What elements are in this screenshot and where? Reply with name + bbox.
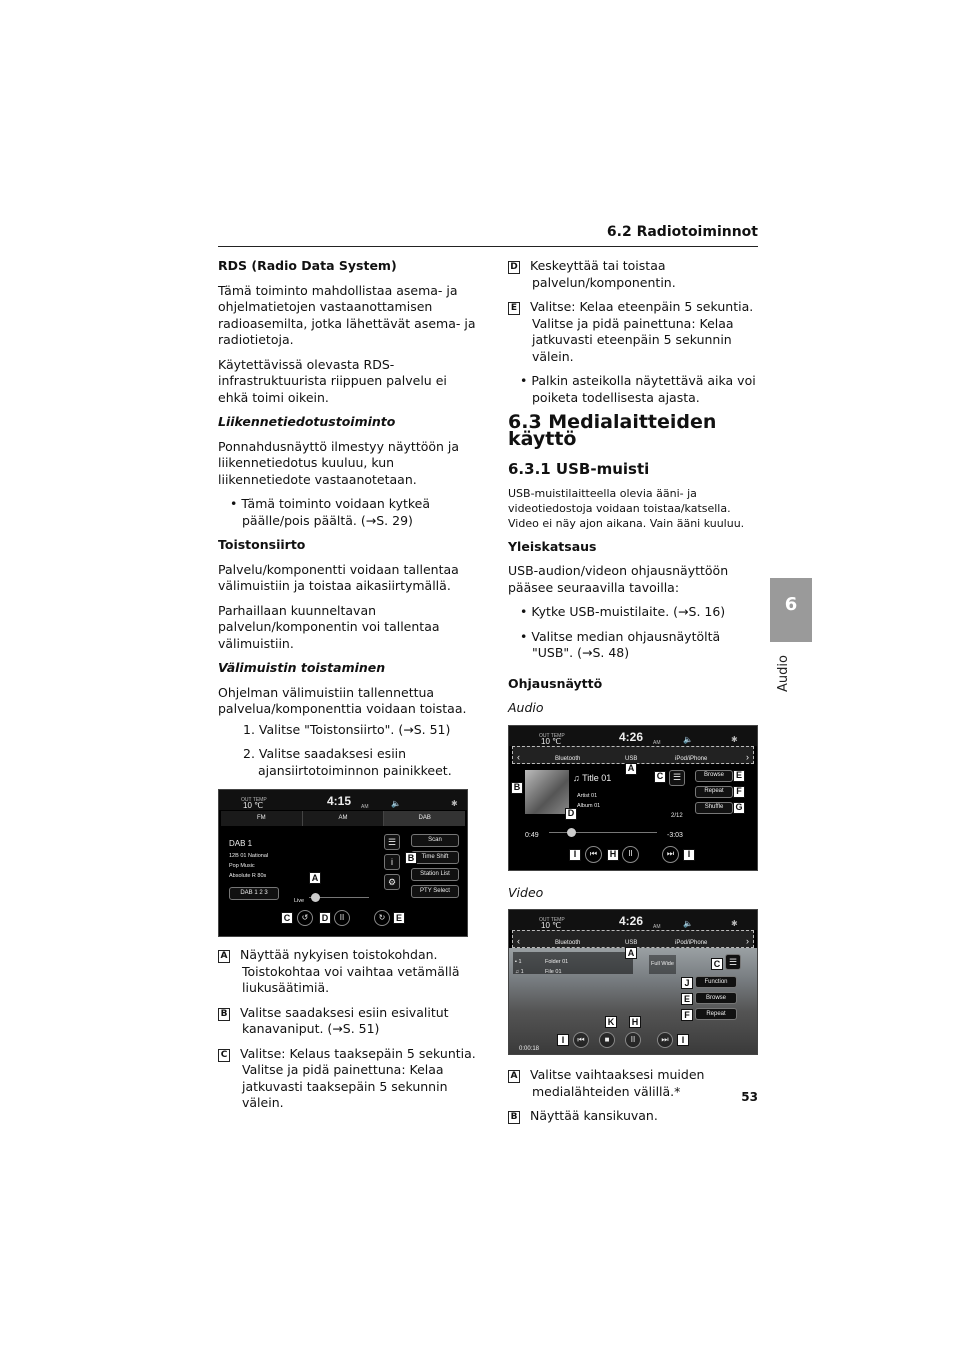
bullet-connect: • Kytke USB-muistilaite. (→S. 16) [520,604,726,619]
stop-button[interactable] [599,1032,615,1048]
item-b-cover: B Näyttää kansikuvan. [508,1108,760,1125]
folder-number: ▪ 1 [515,959,522,965]
rds-title: RDS (Radio Data System) [218,258,397,273]
volume-icon: 🔈 [391,799,401,808]
callout-e: E [733,770,745,782]
status-bar: OUT TEMP 10 ℃ 4:15 AM 🔈 ✱ [219,790,467,810]
forward-icon: ↻ [378,912,386,922]
rds-paragraph: Tämä toiminto mahdollistaa asema- ja ohjelmatietojen vastaanottamisen radioasemilta, jotka lähettävät asema- ja radiotietoja. [218,282,476,347]
chevron-right-icon[interactable]: › [746,936,749,946]
source-bar [512,746,754,764]
callout-b: B [405,852,417,864]
previous-button[interactable] [573,1032,589,1048]
repeat-button[interactable]: Repeat [695,786,733,798]
source-bluetooth[interactable]: Bluetooth [555,755,581,762]
item-c: C Valitse: Kelaus taaksepäin 5 sekuntia. Valitse ja pidä painettuna: Kelaa jatkuvasti taaksepäin 5 sekunnin välein. [218,1046,478,1112]
full-wide-label[interactable]: Full Wide [649,955,676,974]
item-b: B Valitse saadaksesi esiin esivalitut kanavaniput. (→S. 51) [218,1005,478,1038]
timeshift-paragraph-2: Parhaillaan kuunneltavan palvelun/komponentin voi tallentaa välimuistiin. [218,602,440,651]
video-label: Video [508,884,544,900]
cache-paragraph: Ohjelman välimuistiin tallennettua palvelua/komponenttia voidaan toistaa. [218,684,467,716]
live-label: Live [294,898,305,904]
volume-icon: 🔈 [683,919,693,928]
source-bar [512,930,754,948]
skip-back-icon: ⏮ [577,1034,585,1044]
station-line-3: Absolute R 80s [229,873,267,879]
file-name: File 01 [545,969,562,975]
chapter-label: Audio [776,655,791,692]
callout-f: F [733,786,745,798]
equalizer-button[interactable] [384,834,400,850]
previous-button[interactable] [585,846,602,863]
file-info-panel [513,952,633,974]
remaining-time: -3:03 [667,831,683,839]
pause-button[interactable] [625,1032,641,1048]
right-column [508,258,760,1133]
preset-button[interactable]: DAB 1 2 3 [229,887,279,900]
section-header: 6.2 Radiotoiminnot [218,224,758,247]
callout-c: C [654,771,666,783]
browse-button[interactable]: Browse [695,770,733,782]
equalizer-button[interactable] [669,770,685,786]
stop-icon: ■ [604,1034,610,1044]
overview-title: Yleiskatsaus [508,538,597,554]
usb-audio-screen [508,725,758,871]
skip-forward-icon: ⏭ [661,1034,669,1044]
traffic-title: Liikennetiedotustoiminto [218,414,396,429]
clock: 4:26 [619,729,644,744]
pause-icon: II [339,912,345,922]
source-ipod[interactable]: iPod/iPhone [675,940,708,946]
callout-f: F [681,1009,693,1021]
timeshift-title: Toistonsiirto [218,537,306,552]
bluetooth-icon: ✱ [731,919,738,928]
usb-intro: USB-muistilaitteella olevia ääni- ja videotiedostoja voidaan toistaa/katsella. Video ei näy ajon aikana. Vain ääni kuuluu. [508,486,745,530]
scan-button[interactable]: Scan [411,834,459,847]
callout-c: C [281,912,293,924]
chevron-left-icon[interactable]: ‹ [517,751,520,762]
chevron-left-icon[interactable]: ‹ [517,936,520,946]
info-button[interactable] [384,854,400,870]
audio-label: Audio [508,700,544,715]
pause-button[interactable] [622,846,639,863]
callout-i-2: I [683,849,695,861]
dab-screen [218,789,468,937]
gear-icon: ⚙ [387,876,397,887]
skip-back-icon: ⏮ [589,848,598,858]
station-list-button[interactable]: Station List [411,868,459,881]
skip-forward-icon: ⏭ [666,848,675,858]
forward-button[interactable] [374,910,390,926]
next-button[interactable] [662,846,679,863]
settings-button[interactable] [384,874,400,890]
source-bluetooth[interactable]: Bluetooth [555,940,581,946]
chapter-tab: 6 [770,578,812,642]
equalizer-button[interactable] [725,954,741,970]
control-title: Ohjausnäyttö [508,675,603,691]
station-line-1: 12B 01 National [229,853,269,859]
elapsed-time: 0:00:18 [519,1046,540,1052]
time-shift-button[interactable]: Time Shift [411,851,459,864]
callout-i: I [557,1034,569,1046]
equalizer-icon: ☰ [672,772,682,783]
bluetooth-icon: ✱ [451,799,458,808]
tab-dab[interactable]: DAB [384,811,465,826]
item-a-media: A Valitse vaihtaaksesi muiden medialähteiden välillä.* [508,1067,760,1100]
traffic-bullet: • Tämä toiminto voidaan kytkeä päälle/pois päältä. (→S. 29) [230,496,431,528]
usb-video-screen [508,909,758,1055]
file-number: ♫ 1 [515,969,524,975]
info-icon: i [391,856,393,867]
station-name: DAB 1 [229,839,253,848]
equalizer-icon: ☰ [728,956,738,967]
pause-icon: II [630,1034,636,1044]
band-tabs [221,811,465,826]
artist-name: Artist 01 [577,792,598,799]
bullet-select: • Valitse median ohjausnäytöltä "USB". (→S. 48) [520,628,721,660]
seek-knob[interactable] [567,828,576,837]
station-line-2: Pop Music [229,863,255,869]
callout-h: H [607,849,619,861]
bluetooth-icon: ✱ [731,734,738,744]
callout-d: D [319,912,331,924]
cache-title: Välimuistin toistaminen [218,660,386,675]
callout-e: E [393,912,405,924]
chevron-right-icon[interactable]: › [746,751,749,762]
status-bar: OUT TEMP 10 ℃ 4:26 AM 🔈 ✱ [509,910,757,930]
item-d: D Keskeyttää tai toistaa palvelun/komponentin. [508,258,760,291]
callout-a: A [625,763,637,775]
item-e: E Valitse: Kelaa eteenpäin 5 sekuntia. Valitse ja pidä painettuna: Kelaa jatkuvasti eteenpäin 5 sekunnin välein. [508,299,760,365]
pty-select-button[interactable]: PTY Select [411,885,459,898]
traffic-paragraph: Ponnahdusnäyttö ilmestyy näyttöön ja liikennetiedotus kuuluu, kun liikennetiedote vastaanotetaan. [218,438,460,487]
callout-c: C [711,958,723,970]
rds-paragraph-2: Käytettävissä olevasta RDS-infrastruktuurista riippuen palvelu ei ehkä toimi oikein. [218,356,447,405]
step-2: 2. Valitse saadaksesi esiin ajansiirtotoiminnon painikkeet. [243,746,452,778]
callout-e: E [681,993,693,1005]
timeshift-paragraph: Palvelu/komponentti voidaan tallentaa välimuistiin ja toistaa aikasiirtymällä. [218,561,459,593]
rewind-icon: ↺ [301,912,309,922]
next-button[interactable] [657,1032,673,1048]
callout-a: A [625,947,637,959]
callout-b: B [511,782,523,794]
seek-bar[interactable] [549,832,657,833]
callout-i: I [569,849,581,861]
equalizer-icon: ☰ [387,836,397,847]
folder-name: Folder 01 [545,959,569,965]
left-column [218,258,478,1120]
callout-i-2: I [677,1034,689,1046]
pause-icon: II [628,848,633,858]
page-number: 53 [741,1090,758,1104]
callout-k: K [605,1016,617,1028]
section-heading: 6.3 Medialaitteiden käyttö [508,411,717,450]
left-item-list [218,947,478,1112]
album-art [525,770,569,814]
callout-d: D [565,808,577,820]
tab-fm[interactable]: FM [221,811,303,826]
clock: 4:26 [619,914,644,928]
shuffle-button[interactable]: Shuffle [695,802,733,814]
source-usb[interactable]: USB [625,940,638,946]
status-bar: OUT TEMP 10 ℃ 4:26 AM 🔈 ✱ [509,726,757,746]
callout-h: H [629,1016,641,1028]
tab-am[interactable]: AM [303,811,385,826]
overview-paragraph: USB-audion/videon ohjausnäyttöön pääsee seuraavilla tavoilla: [508,563,729,595]
elapsed-time: 0:49 [525,831,539,839]
bar-bullet: • Palkin asteikolla näytettävä aika voi poiketa todellisesta ajasta. [520,373,756,405]
right-item-list [508,1067,760,1125]
subsection-heading: 6.3.1 USB-muisti [508,460,650,478]
callout-a: A [309,872,321,884]
step-1: 1. Valitse "Toistonsiirto". (→S. 51) [243,721,451,737]
repeat-button[interactable]: Repeat [695,1008,737,1020]
album-name: Album 01 [577,802,601,809]
pause-button[interactable] [334,910,350,926]
track-count: 2/12 [671,812,683,819]
track-title: ♫ Title 01 [573,772,612,783]
function-button[interactable]: Function [695,976,737,988]
callout-g: G [733,802,745,814]
browse-button[interactable]: Browse [695,992,737,1004]
clock: 4:15 [327,794,352,808]
slider-knob[interactable] [311,893,320,902]
item-a: A Näyttää nykyisen toistokohdan. Toistokohtaa voi vaihtaa vetämällä liukusäätimiä. [218,947,478,997]
rewind-button[interactable] [297,910,313,926]
volume-icon: 🔈 [683,734,693,744]
source-ipod[interactable]: iPod/iPhone [675,755,708,762]
callout-j: J [681,977,693,989]
source-usb[interactable]: USB [625,755,638,762]
